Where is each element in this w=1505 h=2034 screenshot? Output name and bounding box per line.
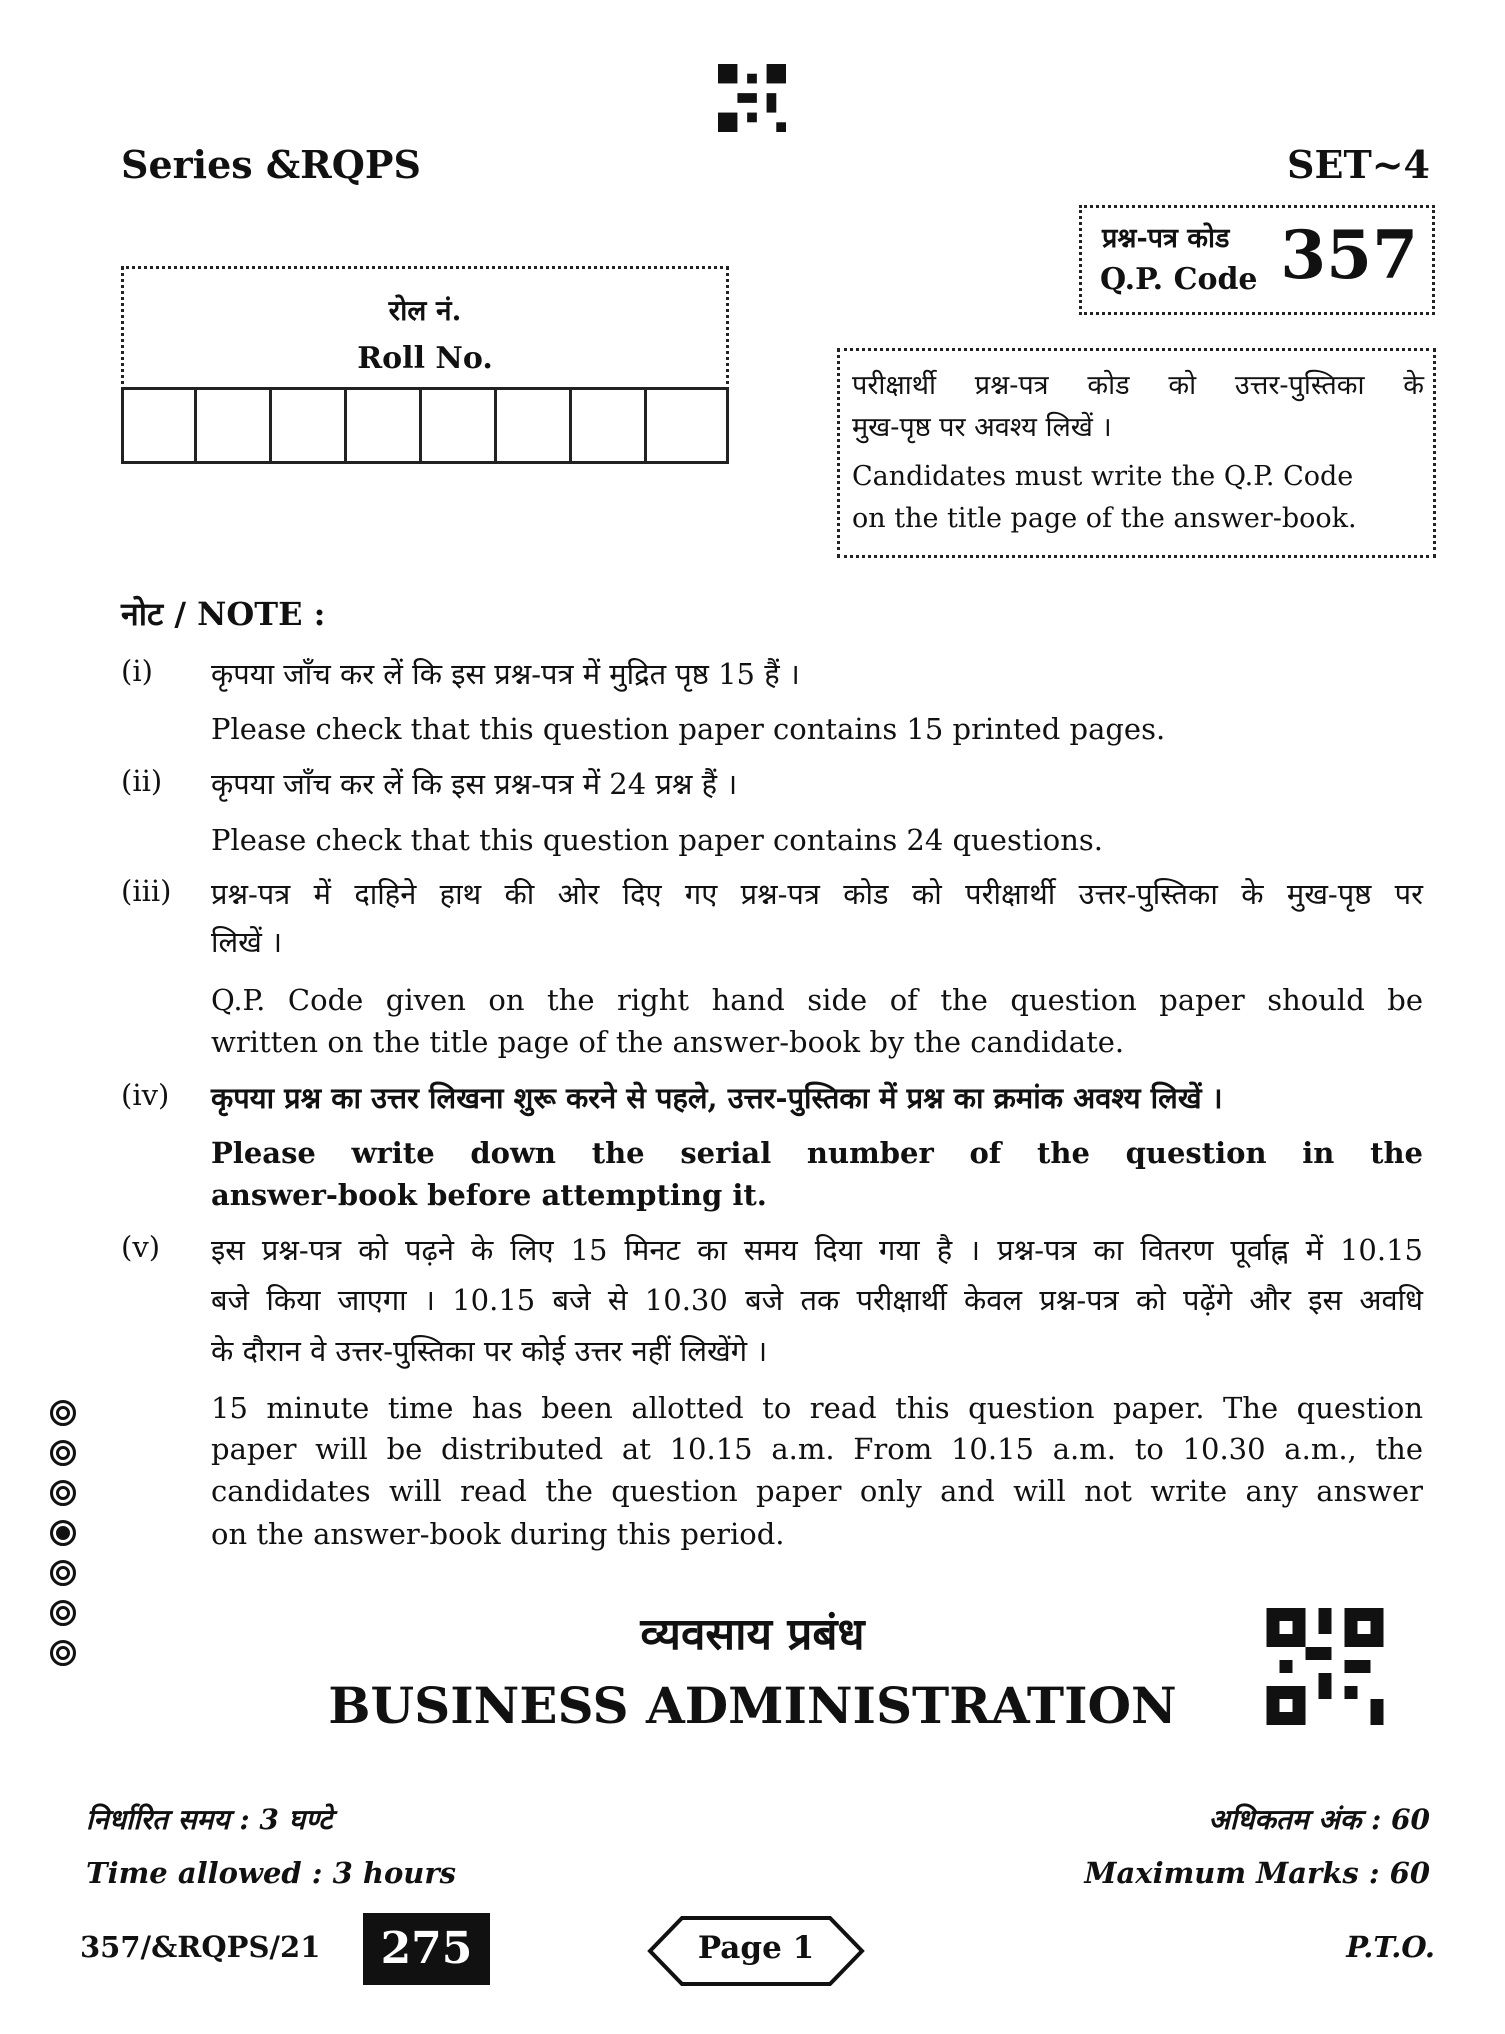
note-line: answer-book before attempting it. [211, 1178, 767, 1212]
note-line: paper will be distributed at 10.15 a.m. From 10.15 a.m. to 10.30 a.m., the [211, 1432, 1423, 1466]
note-line: Please check that this question paper contains 15 printed pages. [211, 712, 1166, 746]
qr-code-top [717, 64, 787, 132]
note-line: on the answer-book during this period. [211, 1517, 785, 1551]
qp-code-number: 357 [1280, 216, 1418, 294]
note-heading: नोट / NOTE : [121, 595, 326, 633]
circle-mark-icon [50, 1400, 76, 1426]
roll-number-box [121, 266, 729, 464]
note-item-number: (i) [121, 654, 153, 688]
circle-mark-icon [50, 1560, 76, 1586]
max-marks-en: Maximum Marks : 60 [1084, 1856, 1430, 1890]
paper-number-box: 275 [363, 1913, 490, 1985]
note-line: इस प्रश्न-पत्र को पढ़ने के लिए 15 मिनट का समय दिया गया है । प्रश्न-पत्र का वितरण पूर्वाह्न में 10.15 [211, 1233, 1423, 1267]
instruction-line: मुख-पृष्ठ पर अवश्य लिखें । [852, 412, 1112, 443]
instruction-line: परीक्षार्थी प्रश्न-पत्र कोड को उत्तर-पुस्तिका के [852, 370, 1424, 401]
note-line: 15 minute time has been allotted to read this question paper. The question [211, 1391, 1423, 1425]
roll-label-hi: रोल नं. [388, 294, 462, 327]
note-item-number: (iv) [121, 1078, 170, 1112]
note-item-number: (v) [121, 1230, 161, 1264]
note-line: के दौरान वे उत्तर-पुस्तिका पर कोई उत्तर नहीं लिखेंगे । [211, 1334, 768, 1368]
note-line: प्रश्न-पत्र में दाहिने हाथ की ओर दिए गए प्रश्न-पत्र कोड को परीक्षार्थी उत्तर-पुस्तिका के मुख-पृष्ठ पर [211, 877, 1423, 911]
note-line: Please write down the serial number of the question in the [211, 1136, 1423, 1170]
roll-number-grid[interactable] [121, 387, 729, 464]
roll-cell[interactable] [649, 390, 722, 464]
roll-label-en: Roll No. [357, 341, 493, 376]
note-item-number: (iii) [121, 874, 172, 908]
instruction-line: Candidates must write the Q.P. Code [852, 461, 1354, 492]
note-line: कृपया जाँच कर लें कि इस प्रश्न-पत्र में 24 प्रश्न हैं । [211, 767, 738, 801]
series-label: Series &RQPS [121, 142, 421, 187]
qr-code-bottom [1265, 1608, 1385, 1725]
roll-cell[interactable] [424, 390, 497, 464]
subject-title-hi: व्यवसाय प्रबंध [640, 1609, 865, 1660]
roll-cell[interactable] [274, 390, 347, 464]
note-line: Q.P. Code given on the right hand side of the question paper should be [211, 983, 1423, 1017]
roll-cell[interactable] [124, 390, 197, 464]
pto-label: P.T.O. [1346, 1930, 1435, 1964]
paper-code: 357/&RQPS/21 [80, 1930, 321, 1964]
note-line: written on the title page of the answer-book by the candidate. [211, 1025, 1125, 1059]
max-marks-hi: अधिकतम अंक : 60 [1208, 1803, 1430, 1836]
time-allowed-hi: निर्धारित समय : 3 घण्टे [86, 1803, 333, 1836]
page-number: Page 1 [697, 1930, 815, 1966]
note-line: Please check that this question paper contains 24 questions. [211, 823, 1103, 857]
note-line: लिखें । [211, 925, 283, 959]
filled-circle-mark-icon [50, 1520, 76, 1546]
roll-cell[interactable] [499, 390, 572, 464]
qp-code-label-hi: प्रश्न-पत्र कोड [1102, 223, 1230, 254]
note-line: कृपया जाँच कर लें कि इस प्रश्न-पत्र में मुद्रित पृष्ठ 15 हैं । [211, 657, 800, 691]
time-allowed-en: Time allowed : 3 hours [86, 1856, 456, 1890]
qp-code-instruction-box [837, 348, 1436, 558]
note-line: कृपया प्रश्न का उत्तर लिखना शुरू करने से पहले, उत्तर-पुस्तिका में प्रश्न का क्रमांक अवश्य लिखें । [211, 1081, 1223, 1115]
qp-code-box [1079, 205, 1435, 315]
note-item-number: (ii) [121, 764, 163, 798]
circle-mark-icon [50, 1480, 76, 1506]
note-line: candidates will read the question paper only and will not write any answer [211, 1474, 1423, 1508]
circle-mark-icon [50, 1440, 76, 1466]
subject-title-en: BUSINESS ADMINISTRATION [328, 1676, 1177, 1735]
roll-cell[interactable] [349, 390, 422, 464]
qp-code-label-en: Q.P. Code [1100, 262, 1258, 297]
roll-cell[interactable] [199, 390, 272, 464]
roll-cell[interactable] [574, 390, 647, 464]
instruction-line: on the title page of the answer-book. [852, 503, 1357, 534]
note-line: बजे किया जाएगा । 10.15 बजे से 10.30 बजे तक परीक्षार्थी केवल प्रश्न-पत्र को पढ़ेंगे और इस अवधि [211, 1283, 1423, 1317]
set-label: SET~4 [1287, 142, 1430, 187]
